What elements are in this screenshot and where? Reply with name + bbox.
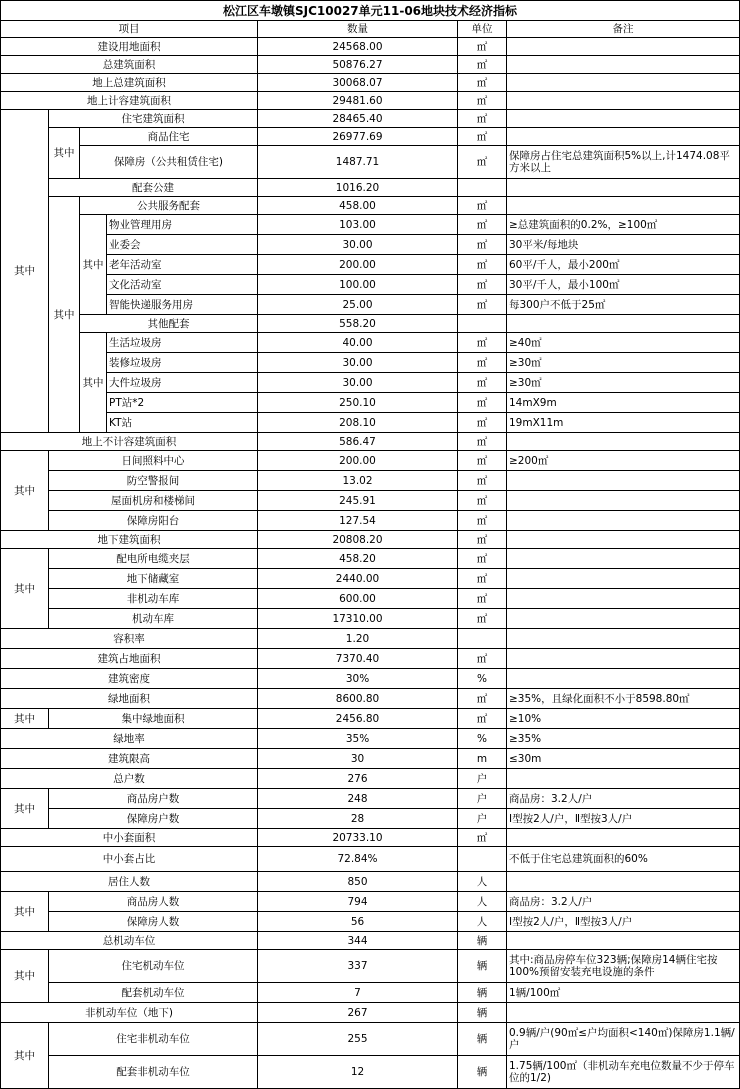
table-row: 地上不计容建筑面积 586.47 ㎡ (1, 433, 740, 451)
table-row: 建筑占地面积 7370.40 ㎡ (1, 649, 740, 669)
group-label: 其中 (1, 789, 49, 829)
table-row: 容积率 1.20 (1, 629, 740, 649)
table-row: 保障房（公共租赁住宅) 1487.71 ㎡ 保障房占住宅总建筑面积5%以上,计1474.08平方米以上 (1, 146, 740, 179)
group-label: 其中 (80, 333, 107, 433)
table-row: 老年活动室 200.00 ㎡ 60平/千人，最小200㎡ (1, 255, 740, 275)
table-row: 屋面机房和楼梯间 245.91 ㎡ (1, 491, 740, 511)
table-row: 配套公建 1016.20 (1, 179, 740, 197)
table-row: 总建筑面积 50876.27 ㎡ (1, 56, 740, 74)
table-row: 其中 住宅机动车位 337 辆 其中:商品房停车位323辆;保障房14辆住宅按100%预留安装充电设施的条件 (1, 950, 740, 983)
table-row: 其中 商品房人数 794 人 商品房：3.2人/户 (1, 892, 740, 912)
table-row: 装修垃圾房 30.00 ㎡ ≥30㎡ (1, 353, 740, 373)
table-row: 总户数 276 户 (1, 769, 740, 789)
table-row: 其中 配电所电缆夹层 458.20 ㎡ (1, 549, 740, 569)
table-row: 其中 日间照料中心 200.00 ㎡ ≥200㎡ (1, 451, 740, 471)
table-row: 文化活动室 100.00 ㎡ 30平/千人，最小100㎡ (1, 275, 740, 295)
table-row: 保障房户数 28 户 Ⅰ型按2人/户，Ⅱ型按3人/户 (1, 809, 740, 829)
table-row: 绿地面积 8600.80 ㎡ ≥35%，且绿化面积不小于8598.80㎡ (1, 689, 740, 709)
group-label: 其中 (49, 197, 80, 433)
group-label: 其中 (1, 1023, 49, 1089)
table-row: 中小套面积 20733.10 ㎡ (1, 829, 740, 847)
table-row: 其中 住宅建筑面积 28465.40 ㎡ (1, 110, 740, 128)
table-row: 其中 生活垃圾房 40.00 ㎡ ≥40㎡ (1, 333, 740, 353)
table-row: 其中 公共服务配套 458.00 ㎡ (1, 197, 740, 215)
table-row: 大件垃圾房 30.00 ㎡ ≥30㎡ (1, 373, 740, 393)
group-label: 其中 (1, 451, 49, 531)
table-row: 非机动车库 600.00 ㎡ (1, 589, 740, 609)
group-label: 其中 (1, 950, 49, 1003)
group-label: 其中 (1, 110, 49, 433)
group-label: 其中 (49, 128, 80, 179)
table-row: 中小套占比 72.84% 不低于住宅总建筑面积的60% (1, 847, 740, 872)
group-label: 其中 (80, 215, 107, 315)
table-row: 绿地率 35% % ≥35% (1, 729, 740, 749)
table-row: 其中 住宅非机动车位 255 辆 0.9辆/户(90㎡≤户均面积<140㎡)保障房1.1辆/户 (1, 1023, 740, 1056)
header-unit: 单位 (458, 21, 507, 38)
table-row: 其中 物业管理用房 103.00 ㎡ ≥总建筑面积的0.2%，≥100㎡ (1, 215, 740, 235)
header-value: 数量 (258, 21, 458, 38)
table-row: 防空警报间 13.02 ㎡ (1, 471, 740, 491)
table-row: 建筑限高 30 m ≤30m (1, 749, 740, 769)
group-label: 其中 (1, 892, 49, 932)
table-row: 机动车库 17310.00 ㎡ (1, 609, 740, 629)
table-row: 业委会 30.00 ㎡ 30平米/每地块 (1, 235, 740, 255)
table-row: 其中 商品住宅 26977.69 ㎡ (1, 128, 740, 146)
header-item: 项目 (1, 21, 258, 38)
table-row: 总机动车位 344 辆 (1, 932, 740, 950)
table-row: 配套机动车位 7 辆 1辆/100㎡ (1, 983, 740, 1003)
table-row: 居住人数 850 人 (1, 872, 740, 892)
table-row: 保障房人数 56 人 Ⅰ型按2人/户，Ⅱ型按3人/户 (1, 912, 740, 932)
table-row: 地下储藏室 2440.00 ㎡ (1, 569, 740, 589)
table-row: 其中 商品房户数 248 户 商品房：3.2人/户 (1, 789, 740, 809)
table-row: 建设用地面积 24568.00 ㎡ (1, 38, 740, 56)
group-label: 其中 (1, 709, 49, 729)
table-row: 保障房阳台 127.54 ㎡ (1, 511, 740, 531)
table-row: 建筑密度 30% % (1, 669, 740, 689)
table-row: 地上总建筑面积 30068.07 ㎡ (1, 74, 740, 92)
table-row: KT站 208.10 ㎡ 19mX11m (1, 413, 740, 433)
table-row: 配套非机动车位 12 辆 1.75辆/100㎡（非机动车充电位数量不少于停车位的1/2) (1, 1056, 740, 1089)
group-label: 其中 (1, 549, 49, 629)
table-row: 非机动车位（地下) 267 辆 (1, 1003, 740, 1023)
table-row: 地下建筑面积 20808.20 ㎡ (1, 531, 740, 549)
table-title: 松江区车墩镇SJC10027单元11-06地块技术经济指标 (1, 1, 740, 21)
table-row: PT站*2 250.10 ㎡ 14mX9m (1, 393, 740, 413)
table-row: 智能快递服务用房 25.00 ㎡ 每300户不低于25㎡ (1, 295, 740, 315)
table-row: 其中 集中绿地面积 2456.80 ㎡ ≥10% (1, 709, 740, 729)
table-row: 地上计容建筑面积 29481.60 ㎡ (1, 92, 740, 110)
header-note: 备注 (507, 21, 740, 38)
table-row: 其他配套 558.20 (1, 315, 740, 333)
